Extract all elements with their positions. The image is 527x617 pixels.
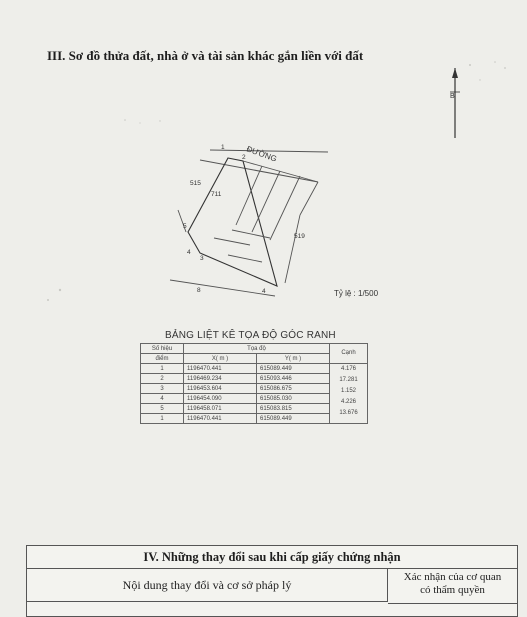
- edge-value: 17.281: [339, 377, 358, 383]
- section-iv-title: IV. Những thay đổi sau khi cấp giấy chứng nhận: [27, 546, 517, 569]
- point-id: 5: [141, 404, 184, 414]
- point-label-2: 2: [242, 154, 246, 161]
- coordinate-table: [140, 343, 368, 424]
- road-label: ĐƯỜNG: [245, 144, 278, 164]
- confirmation-line-1: Xác nhận của cơ quan: [403, 571, 502, 583]
- point-id: 1: [141, 364, 184, 374]
- header-point-id-2: điểm: [141, 354, 184, 364]
- parcel-number-711: 711: [211, 191, 222, 198]
- scan-noise: [47, 61, 506, 301]
- neighbor-parcel-515: 515: [190, 180, 201, 187]
- table-row: [141, 364, 368, 374]
- header-edge: Cạnh: [330, 344, 368, 364]
- neighbor-parcel-8: 8: [197, 287, 201, 294]
- x-value: 1196470.441: [184, 364, 257, 374]
- neighbor-parcel-519: 519: [294, 233, 305, 240]
- header-x: X( m ): [184, 354, 257, 364]
- x-value: 1196470.441: [184, 414, 257, 424]
- y-value: 615086.675: [257, 384, 330, 394]
- y-value: 615089.449: [257, 414, 330, 424]
- edge-value: 1.152: [340, 388, 356, 394]
- y-value: 615093.446: [257, 374, 330, 384]
- x-value: 1196453.604: [184, 384, 257, 394]
- point-label-3: 3: [200, 255, 204, 262]
- header-coords: Tọa độ: [184, 344, 330, 354]
- confirmation-line-2: có thẩm quyền: [420, 584, 485, 596]
- edge-lengths: [330, 364, 368, 424]
- section-iii-title: III. Sơ đồ thửa đất, nhà ở và tài sản khác gắn liền với đất: [47, 48, 364, 63]
- north-label: B: [450, 93, 455, 100]
- parcel-711: [188, 158, 277, 286]
- header-point-id: Số hiệu: [141, 344, 184, 354]
- confirmation-column-header: [388, 569, 517, 604]
- coordinate-table-title: BẢNG LIỆT KÊ TỌA ĐỘ GÓC RANH: [165, 330, 336, 341]
- edge-value: 13.676: [339, 410, 358, 416]
- point-label-4: 4: [187, 249, 191, 256]
- x-value: 1196454.090: [184, 394, 257, 404]
- x-value: 1196458.071: [184, 404, 257, 414]
- north-arrow: [450, 68, 460, 138]
- point-id: 1: [141, 414, 184, 424]
- x-value: 1196469.234: [184, 374, 257, 384]
- point-id: 2: [141, 374, 184, 384]
- point-label-5: 5: [183, 223, 187, 230]
- point-id: 4: [141, 394, 184, 404]
- point-label-1: 1: [221, 144, 225, 151]
- changes-column-header: Nội dung thay đổi và cơ sở pháp lý: [27, 569, 388, 602]
- edge-value: 4.226: [340, 399, 356, 405]
- point-id: 3: [141, 384, 184, 394]
- y-value: 615083.815: [257, 404, 330, 414]
- table-header-row: [141, 344, 368, 354]
- y-value: 615089.449: [257, 364, 330, 374]
- point-label-4b: 4: [262, 288, 266, 295]
- header-y: Y( m ): [257, 354, 330, 364]
- section-iv-box: [26, 545, 518, 617]
- scale-label: Tỷ lệ : 1/500: [334, 289, 379, 298]
- y-value: 615085.030: [257, 394, 330, 404]
- edge-value: 4.176: [340, 366, 356, 372]
